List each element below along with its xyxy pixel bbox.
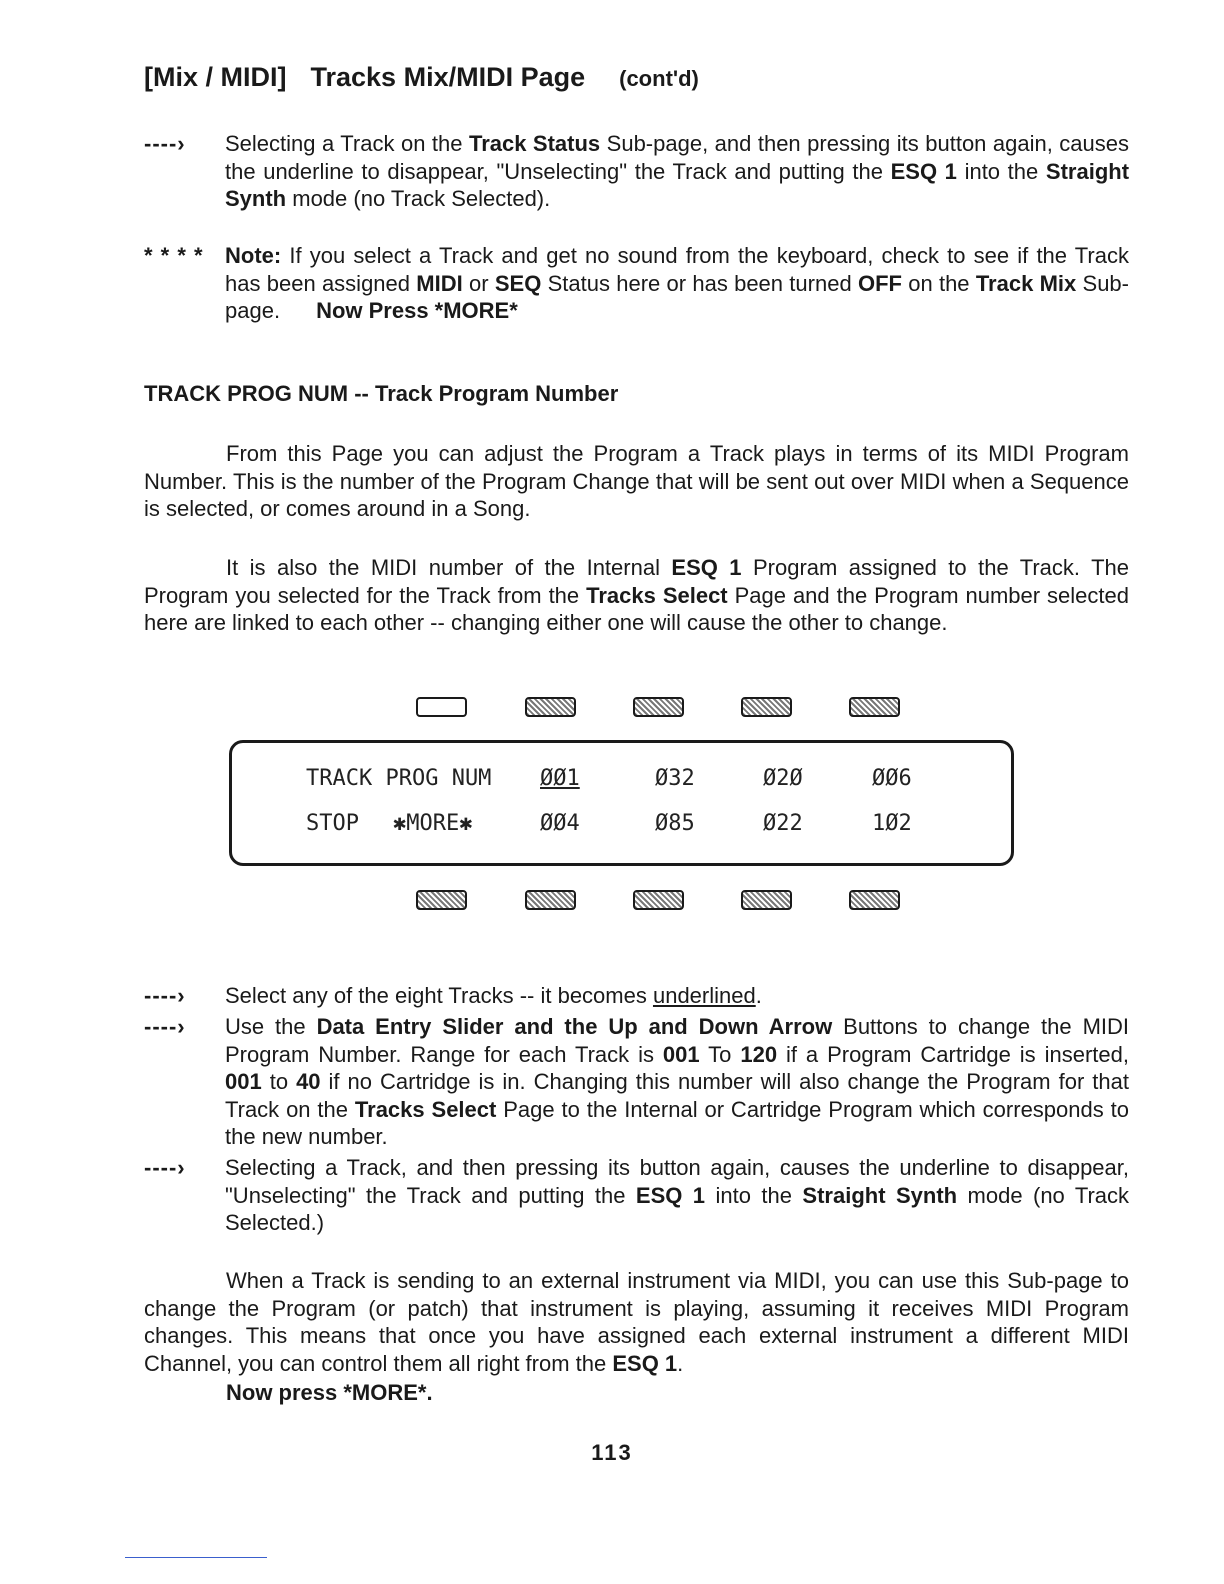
arrow-marker: ----›: [144, 1155, 186, 1180]
page-heading: Tracks Mix/MIDI Page: [310, 62, 586, 92]
lcd-more-label: ✱MORE✱: [393, 811, 473, 836]
lcd-track6-value: Ø85: [655, 811, 695, 836]
soft-button-bottom-1: [416, 890, 467, 910]
paragraph-1: From this Page you can adjust the Program a Track plays in terms of its MIDI Program Number. This is the number of the Program Change that will be sent out over MIDI when a Sequence is selected, or comes around in a Song.: [144, 441, 1129, 521]
lcd-track5-value: ØØ4: [540, 811, 580, 836]
note-label: Note:: [225, 243, 282, 268]
note-marker: * * * *: [144, 243, 204, 268]
bullet-data-entry: ----› Use the Data Entry Slider and the Up and Down Arrow Buttons to change the MIDI Program Number. Range for each Track is 001 To 120 if a Program Cartridge is inserted, 001 to 40 if no Cartridge is in. Changing this number will also change the Program for that Track on the Tracks Select Page to the Internal or Cartridge Program which corresponds to the new number.: [144, 1014, 1130, 1149]
section-tag: [Mix / MIDI]: [144, 62, 287, 92]
lcd-stop-label: STOP: [306, 811, 359, 836]
lcd-track2-value: Ø32: [655, 766, 695, 791]
lcd-track4-value: ØØ6: [872, 766, 912, 791]
bullet-unselect-track: ----› Selecting a Track, and then pressing its button again, causes the underline to disappear, "Unselecting" the Track and putting the ESQ 1 into the Straight Synth mode (no Track Selected.): [144, 1155, 1130, 1235]
page-title: [144, 62, 699, 93]
lcd-track8-value: 1Ø2: [872, 811, 912, 836]
now-press-more-final: Now press *MORE*.: [226, 1380, 433, 1405]
soft-button-bottom-2: [525, 890, 576, 910]
arrow-marker: ----›: [144, 983, 186, 1008]
soft-button-bottom-5: [849, 890, 900, 910]
intro-bullet-text: Selecting a Track on the Track Status Sub-page, and then pressing its button again, causes the underline to disappear, "Unselecting" the Track and putting the ESQ 1 into the Straight Synth mode (no Track Selected).: [225, 131, 1130, 211]
paragraph-3: When a Track is sending to an external instrument via MIDI, you can use this Sub-page to change the Program (or patch) that instrument is playing, assuming it receives MIDI Program changes. This means that once you have assigned each external instrument a different MIDI Channel, you can control them all right from the ESQ 1.: [144, 1268, 1129, 1376]
arrow-marker: ----›: [144, 131, 186, 156]
note-text: Note: If you select a Track and get no sound from the keyboard, check to see if the Track has been assigned MIDI or SEQ Status here or has been turned OFF on the Track Mix Sub-page. Now Press *MORE*: [225, 243, 1129, 323]
soft-button-top-4: [741, 697, 792, 717]
arrow-marker: ----›: [144, 1014, 186, 1039]
contd-label: (cont'd): [619, 66, 699, 91]
soft-button-top-3: [633, 697, 684, 717]
lcd-track3-value: Ø2Ø: [763, 766, 803, 791]
soft-button-top-2: [525, 697, 576, 717]
lcd-row1-label: TRACK PROG NUM: [306, 766, 492, 791]
note-block: [144, 242, 1129, 325]
intro-bullet: [144, 130, 1129, 213]
page-number: 113: [591, 1440, 633, 1465]
lcd-screen: [229, 740, 1014, 866]
lcd-track7-value: Ø22: [763, 811, 803, 836]
soft-button-bottom-3: [633, 890, 684, 910]
soft-button-bottom-4: [741, 890, 792, 910]
section-title: TRACK PROG NUM -- Track Program Number: [144, 381, 619, 406]
lcd-track1-value: ØØ1: [540, 766, 580, 791]
footer-rule: [125, 1557, 267, 1558]
soft-button-top-5: [849, 697, 900, 717]
bullet-select-track: ----› Select any of the eight Tracks -- it becomes underlined.: [144, 983, 762, 1008]
paragraph-2: It is also the MIDI number of the Internal ESQ 1 Program assigned to the Track. The Program you selected for the Track from the Tracks Select Page and the Program number selected here are linked to each other -- changing either one will cause the other to change.: [144, 555, 1129, 635]
now-press-more: Now Press *MORE*: [316, 298, 518, 323]
soft-button-top-1: [416, 697, 467, 717]
